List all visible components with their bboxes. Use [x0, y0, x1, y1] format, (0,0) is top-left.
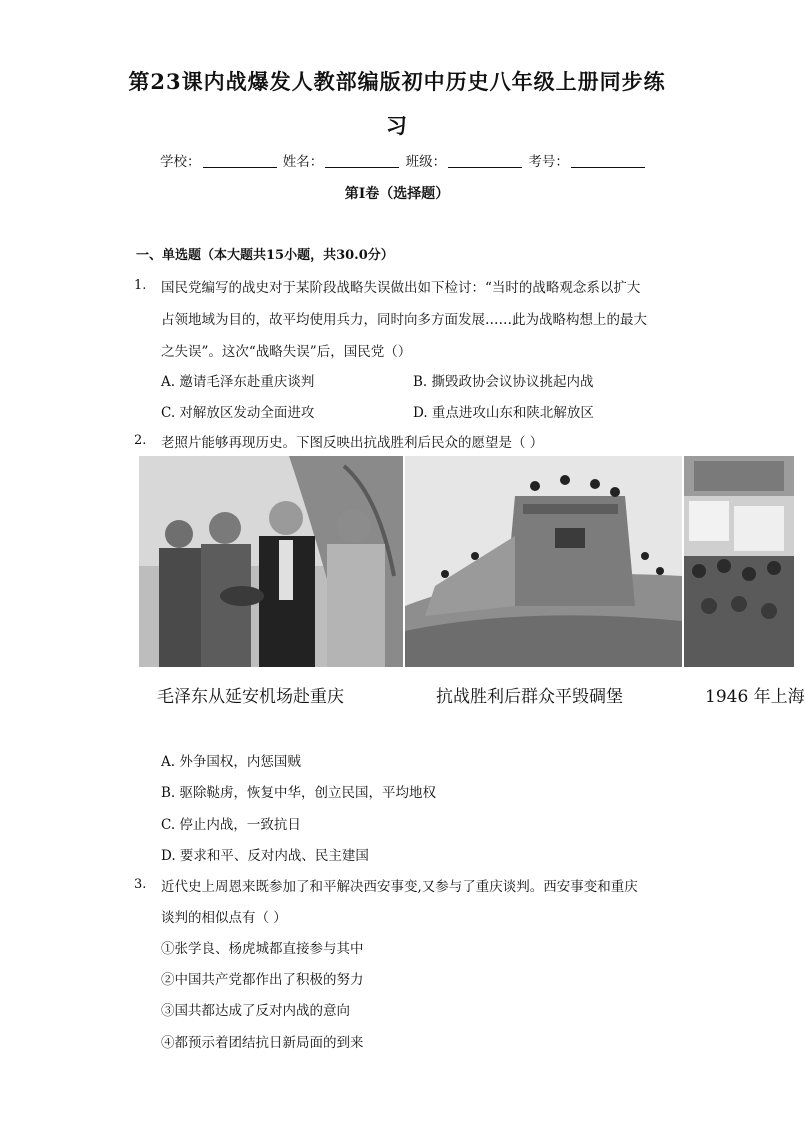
question-text-line: 谈判的相似点有（ ） — [161, 910, 287, 926]
photo-caption: 1946 年上海 — [705, 687, 805, 707]
option-c[interactable]: C. 停止内战，一致抗日 — [161, 817, 301, 833]
name-label: 姓名： — [282, 154, 324, 170]
document-title-line2: 习 — [386, 113, 408, 138]
question-number: 1. — [134, 278, 147, 293]
option-d[interactable]: D. 重点进攻山东和陕北解放区 — [413, 405, 594, 421]
photo-caption: 抗战胜利后群众平毁碉堡 — [436, 687, 623, 707]
option-a[interactable]: A. 外争国权，内惩国贼 — [161, 754, 301, 770]
photo-caption: 毛泽东从延安机场赴重庆 — [157, 687, 344, 707]
school-label: 学校： — [160, 154, 201, 170]
question-text-line: 国民党编写的战史对于某阶段战略失误做出如下检讨：“当时的战略观念系以扩大 — [161, 280, 641, 296]
volume-heading: 第I卷（选择题） — [344, 186, 450, 202]
option-a[interactable]: A. 邀请毛泽东赴重庆谈判 — [161, 374, 315, 390]
section-heading: 一、单选题（本大题共15小题，共30.0分） — [136, 248, 394, 263]
option-b[interactable]: B. 撕毁政协会议协议挑起内战 — [413, 374, 594, 390]
question-number: 2. — [134, 433, 147, 448]
option-c[interactable]: C. 对解放区发动全面进攻 — [161, 405, 315, 421]
photo-shanghai-demonstration — [684, 456, 794, 667]
question-text-line: 老照片能够再现历史。下图反映出抗战胜利后民众的愿望是（ ） — [161, 435, 544, 451]
exam-number-label: 考号： — [528, 154, 569, 170]
photo-blockhouse-demolition — [405, 456, 682, 667]
document-title-line1: 第23课内战爆发人教部编版初中历史八年级上册同步练 — [128, 69, 666, 94]
school-blank[interactable] — [203, 153, 277, 168]
statement-item: ①张学良、杨虎城都直接参与其中 — [161, 941, 364, 957]
question-number: 3. — [134, 877, 147, 892]
option-b[interactable]: B. 驱除鞑虏，恢复中华，创立民国，平均地权 — [161, 785, 437, 801]
question-text-line: 之失误”。这次“战略失误”后，国民党（） — [161, 344, 412, 360]
name-blank[interactable] — [325, 153, 399, 168]
class-label: 班级： — [405, 154, 447, 170]
class-blank[interactable] — [448, 153, 522, 168]
statement-item: ②中国共产党都作出了积极的努力 — [161, 972, 364, 988]
question-text-line: 近代史上周恩来既参加了和平解决西安事变,又参与了重庆谈判。西安事变和重庆 — [161, 879, 638, 895]
question-text-line: 占领地域为目的，故平均使用兵力，同时向多方面发展……此为战略构想上的最大 — [161, 312, 647, 328]
exam-number-blank[interactable] — [571, 153, 645, 168]
student-info-row — [160, 150, 647, 170]
statement-item: ③国共都达成了反对内战的意向 — [161, 1003, 350, 1019]
photo-mao-airport — [139, 456, 403, 667]
statement-item: ④都预示着团结抗日新局面的到来 — [161, 1035, 364, 1051]
option-d[interactable]: D. 要求和平、反对内战、民主建国 — [161, 848, 369, 864]
